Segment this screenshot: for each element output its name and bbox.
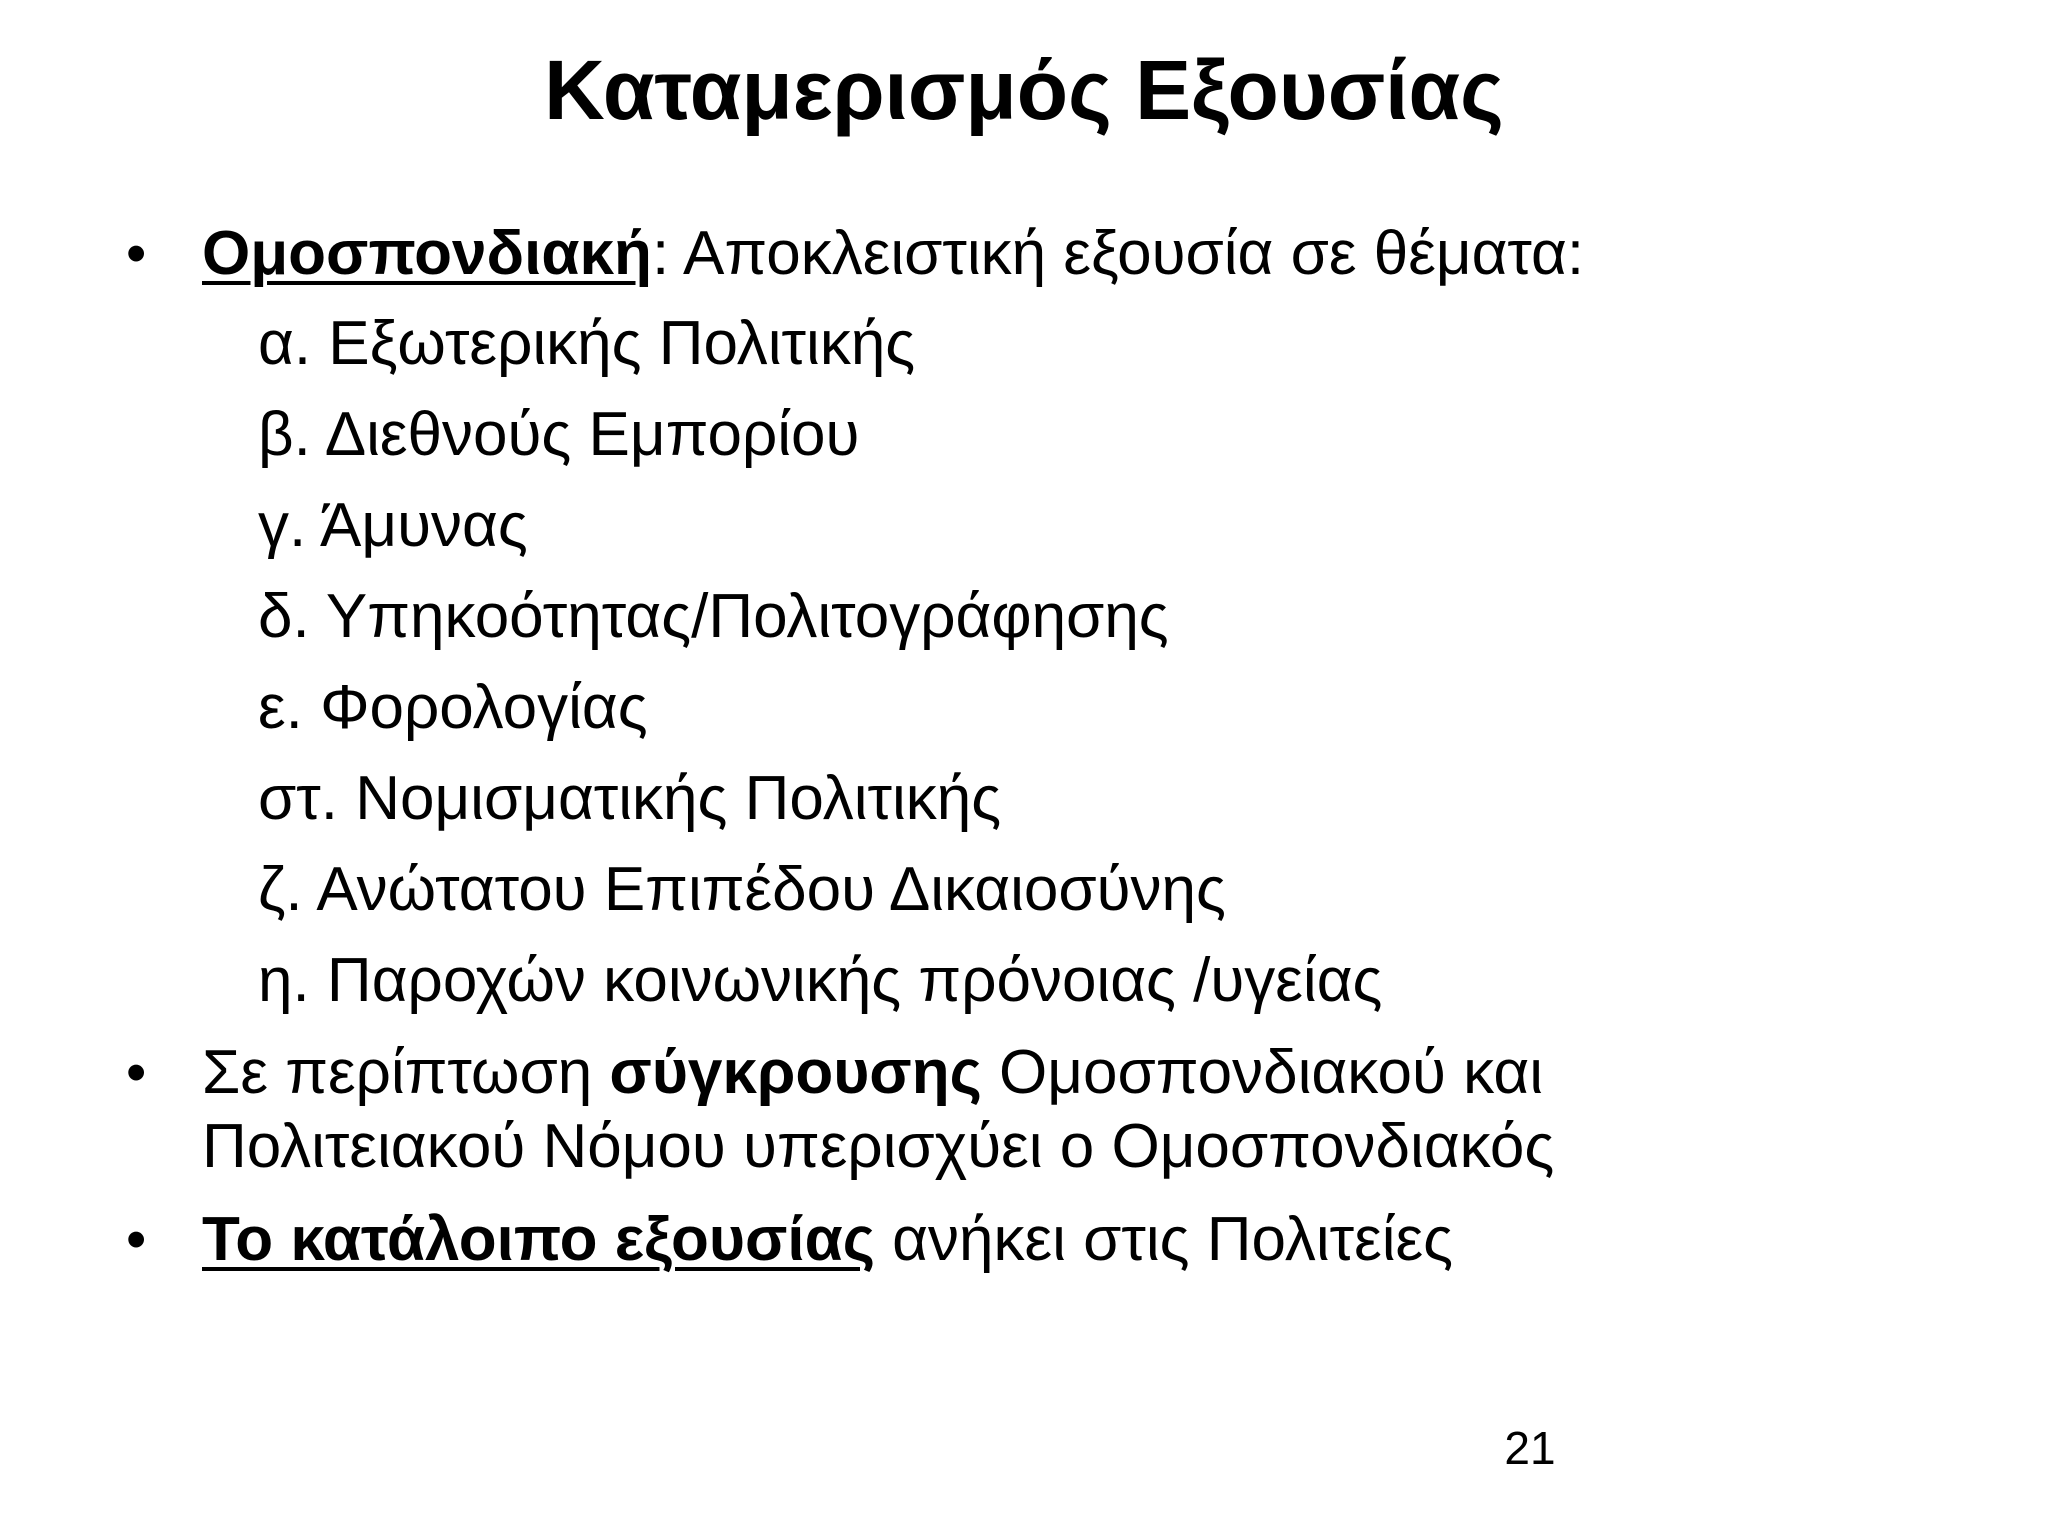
residual-description: ανήκει στις Πολιτείες xyxy=(874,1205,1454,1274)
bullet-conflict-line2: Πολιτειακού Νόμου υπερισχύει ο Ομοσπονδιακός xyxy=(202,1112,1555,1181)
bullet-marker: • xyxy=(126,1040,147,1105)
sub-item-supreme-justice: ζ. Ανώτατου Επιπέδου Δικαιοσύνης xyxy=(258,855,1226,924)
bullet-federal-text xyxy=(202,218,1584,290)
bullet-conflict-line1 xyxy=(202,1037,1543,1109)
conflict-term: σύγκρουσης xyxy=(609,1038,982,1107)
sub-item-welfare-health: η. Παροχών κοινωνικής πρόνοιας /υγείας xyxy=(258,946,1383,1015)
sub-item-monetary-policy: στ. Νομισματικής Πολιτικής xyxy=(258,764,1002,833)
slide-title: Καταμερισμός Εξουσίας xyxy=(544,43,1504,137)
sub-item-defense: γ. Άμυνας xyxy=(258,491,528,560)
federal-description: Αποκλειστική εξουσία σε θέματα: xyxy=(669,219,1585,288)
federal-colon: : xyxy=(651,219,670,288)
conflict-suffix: Ομοσπονδιακού και xyxy=(981,1038,1543,1107)
sub-item-taxation: ε. Φορολογίας xyxy=(258,673,648,742)
sub-item-citizenship: δ. Υπηκοότητας/Πολιτογράφησης xyxy=(258,582,1169,651)
bullet-marker: • xyxy=(126,1207,147,1272)
bullet-marker: • xyxy=(126,221,147,286)
sub-item-foreign-policy: α. Εξωτερικής Πολιτικής xyxy=(258,309,916,378)
page-number: 21 xyxy=(1504,1422,1556,1474)
federal-term: Ομοσπονδιακή xyxy=(202,219,652,288)
residual-term: Το κατάλοιπο εξουσίας xyxy=(202,1205,875,1274)
bullet-residual-text xyxy=(202,1204,1453,1276)
sub-item-international-trade: β. Διεθνούς Εμπορίου xyxy=(258,400,860,469)
conflict-prefix: Σε περίπτωση xyxy=(202,1038,610,1107)
